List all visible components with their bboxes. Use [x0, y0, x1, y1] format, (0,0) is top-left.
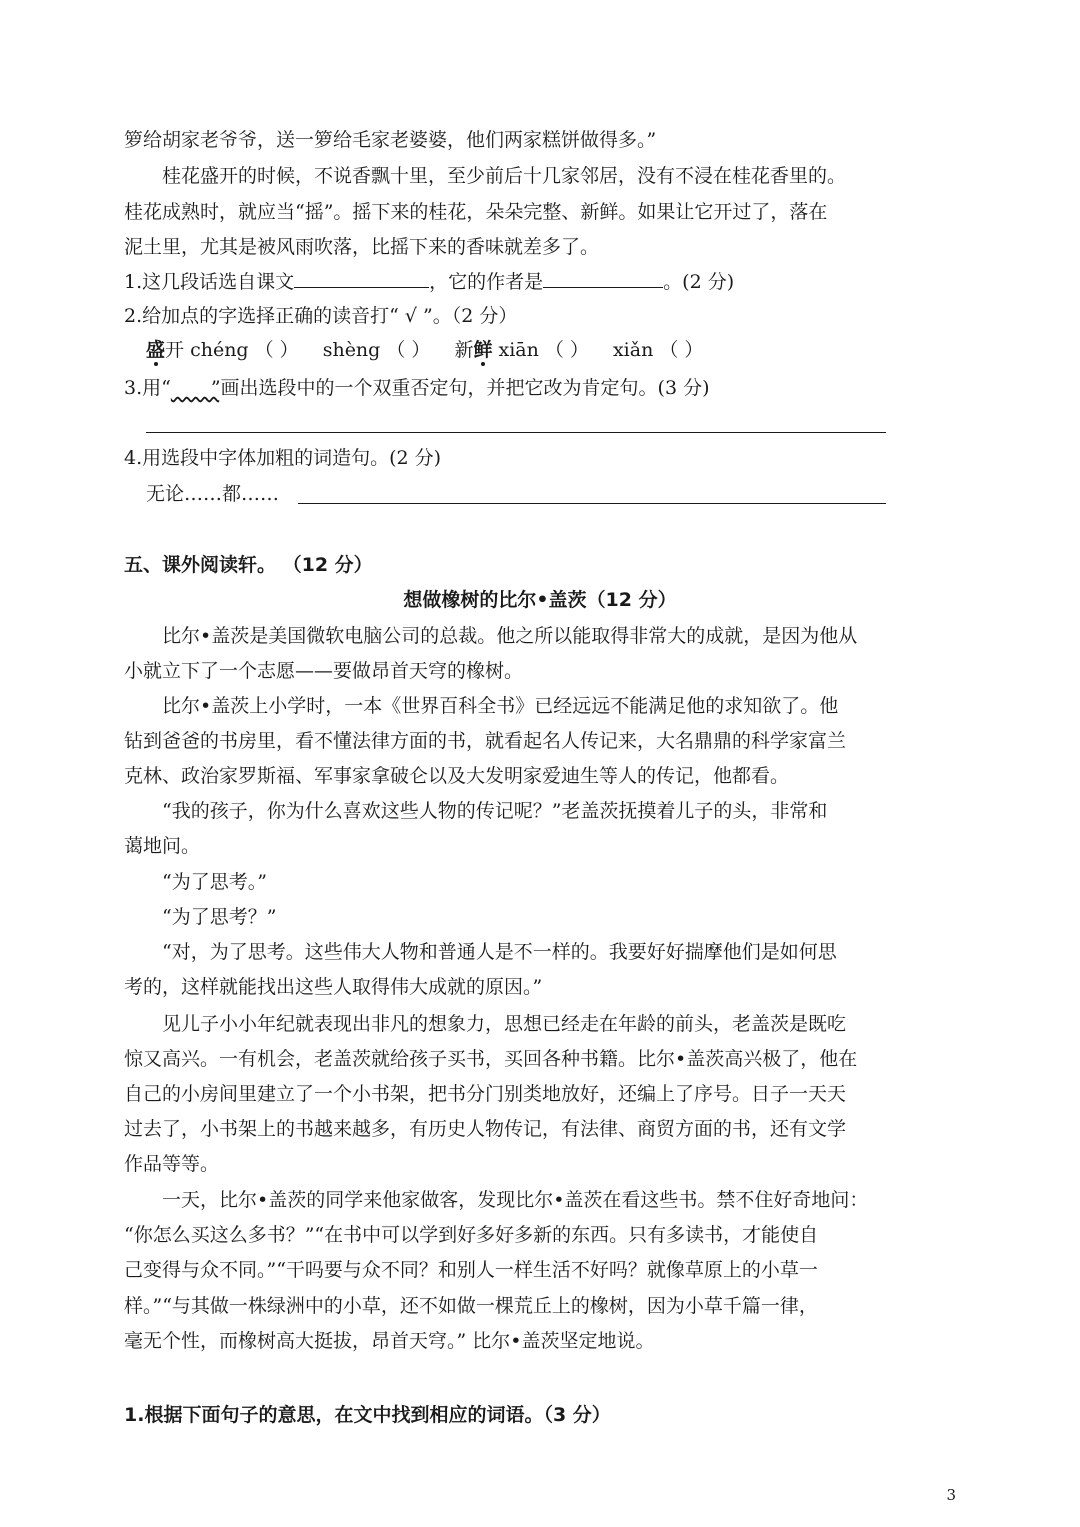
question-4-lead: 无论……都……	[146, 483, 280, 505]
question-2-prompt: 2.给加点的字选择正确的读音打“ √ ”。（2 分）	[124, 305, 518, 327]
reading-line: 考的，这样就能找出这些人取得伟大成就的原因。”	[124, 976, 543, 998]
pinyin-cheng: chéng	[190, 339, 249, 361]
wavy-underline-mark	[171, 376, 211, 394]
dotted-char-xian: 鲜	[473, 339, 493, 361]
question-3	[124, 376, 710, 400]
reading-line: 己变得与众不同。”“干吗要与众不同？和别人一样生活不好吗？就像草原上的小草一	[124, 1259, 818, 1281]
reading-line: 比尔•盖茨上小学时，一本《世界百科全书》已经远远不能满足他的求知欲了。他	[162, 695, 839, 717]
passage-line: 桂花盛开的时候，不说香飘十里，至少前后十几家邻居，没有不浸在桂花香里的。	[162, 165, 847, 187]
reading-line: 蔼地问。	[124, 835, 201, 857]
question-3-text-a: 3.用“	[124, 377, 171, 399]
reading-line: “对，为了思考。这些伟大人物和普通人是不一样的。我要好好揣摩他们是如何思	[162, 941, 837, 963]
lesson-title-blank[interactable]	[294, 269, 429, 288]
passage-line: 泥土里，尤其是被风雨吹落，比摇下来的香味就差多了。	[124, 236, 600, 258]
dotted-char-sheng: 盛	[146, 339, 166, 361]
reading-line: 见儿子小小年纪就表现出非凡的想象力，思想已经走在年龄的前头，老盖茨是既吃	[162, 1013, 847, 1035]
reading-line: 样。”“与其做一株绿洲中的小草，还不如做一棵荒丘上的橡树，因为小草千篇一律，	[124, 1295, 818, 1317]
pinyin-xian3: xiǎn	[612, 339, 654, 361]
passage-line: 箩给胡家老爷爷，送一箩给毛家老婆婆，他们两家糕饼做得多。”	[124, 129, 657, 151]
reading-question-1: 1.根据下面句子的意思，在文中找到相应的词语。（3 分）	[124, 1404, 611, 1426]
reading-line: 小就立下了一个志愿——要做昂首天穹的橡树。	[124, 660, 524, 682]
reading-title: 想做橡树的比尔•盖茨（12 分）	[403, 589, 677, 611]
answer-paren-xian3[interactable]: （ ）	[659, 339, 704, 361]
answer-paren-sheng[interactable]: （ ）	[386, 339, 431, 361]
word-1-rest: 开	[165, 339, 185, 361]
reading-line: 作品等等。	[124, 1153, 220, 1175]
question-1-text-mid: ，它的作者是	[429, 271, 544, 293]
answer-line-q4[interactable]	[298, 503, 886, 504]
passage-line: 桂花成熟时，就应当“摇”。摇下来的桂花，朵朵完整、新鲜。如果让它开过了，落在	[124, 201, 828, 223]
question-1-text: 1.这几段话选自课文	[124, 271, 295, 293]
reading-line: 钻到爸爸的书房里，看不懂法律方面的书，就看起名人传记来，大名鼎鼎的科学家富兰	[124, 730, 847, 752]
page-number: 3	[946, 1486, 956, 1504]
question-1	[124, 269, 734, 294]
section-5-heading: 五、课外阅读轩。 （12 分）	[124, 554, 373, 576]
answer-line-q3[interactable]	[146, 432, 886, 433]
reading-line: “我的孩子，你为什么喜欢这些人物的传记呢？”老盖茨抚摸着儿子的头，非常和	[162, 800, 828, 822]
question-1-score: 。(2 分)	[663, 271, 735, 293]
reading-line: 毫无个性，而橡树高大挺拔，昂首天穹。” 比尔•盖茨坚定地说。	[124, 1330, 655, 1352]
question-4-prompt: 4.用选段中字体加粗的词造句。(2 分)	[124, 447, 442, 469]
reading-line: 比尔•盖茨是美国微软电脑公司的总裁。他之所以能取得非常大的成就，是因为他从	[162, 625, 858, 647]
reading-line: 惊又高兴。一有机会，老盖茨就给孩子买书，买回各种书籍。比尔•盖茨高兴极了，他在	[124, 1048, 858, 1070]
answer-paren-cheng[interactable]: （ ）	[254, 339, 299, 361]
question-3-text-b: ”画出选段中的一个双重否定句，并把它改为肯定句。(3 分)	[210, 377, 710, 399]
reading-line: 一天，比尔•盖茨的同学来他家做客，发现比尔•盖茨在看这些书。禁不住好奇地问：	[162, 1189, 869, 1211]
reading-line: “你怎么买这么多书？”“在书中可以学到好多好多新的东西。只有多读书，才能使自	[124, 1224, 819, 1246]
reading-line: “为了思考。”	[162, 871, 267, 893]
reading-line: “为了思考？”	[162, 906, 277, 928]
reading-line: 自己的小房间里建立了一个小书架，把书分门别类地放好，还编上了序号。日子一天天	[124, 1083, 847, 1105]
pinyin-xian1: xiān	[498, 339, 539, 361]
reading-line: 克林、政治家罗斯福、军事家拿破仑以及大发明家爱迪生等人的传记，他都看。	[124, 765, 790, 787]
reading-line: 过去了，小书架上的书越来越多，有历史人物传记，有法律、商贸方面的书，还有文学	[124, 1118, 847, 1140]
word-2-first: 新	[454, 339, 474, 361]
answer-paren-xian1[interactable]: （ ）	[544, 339, 589, 361]
pinyin-sheng: shèng	[322, 339, 381, 361]
author-blank[interactable]	[543, 269, 663, 288]
question-2-options	[146, 338, 721, 362]
